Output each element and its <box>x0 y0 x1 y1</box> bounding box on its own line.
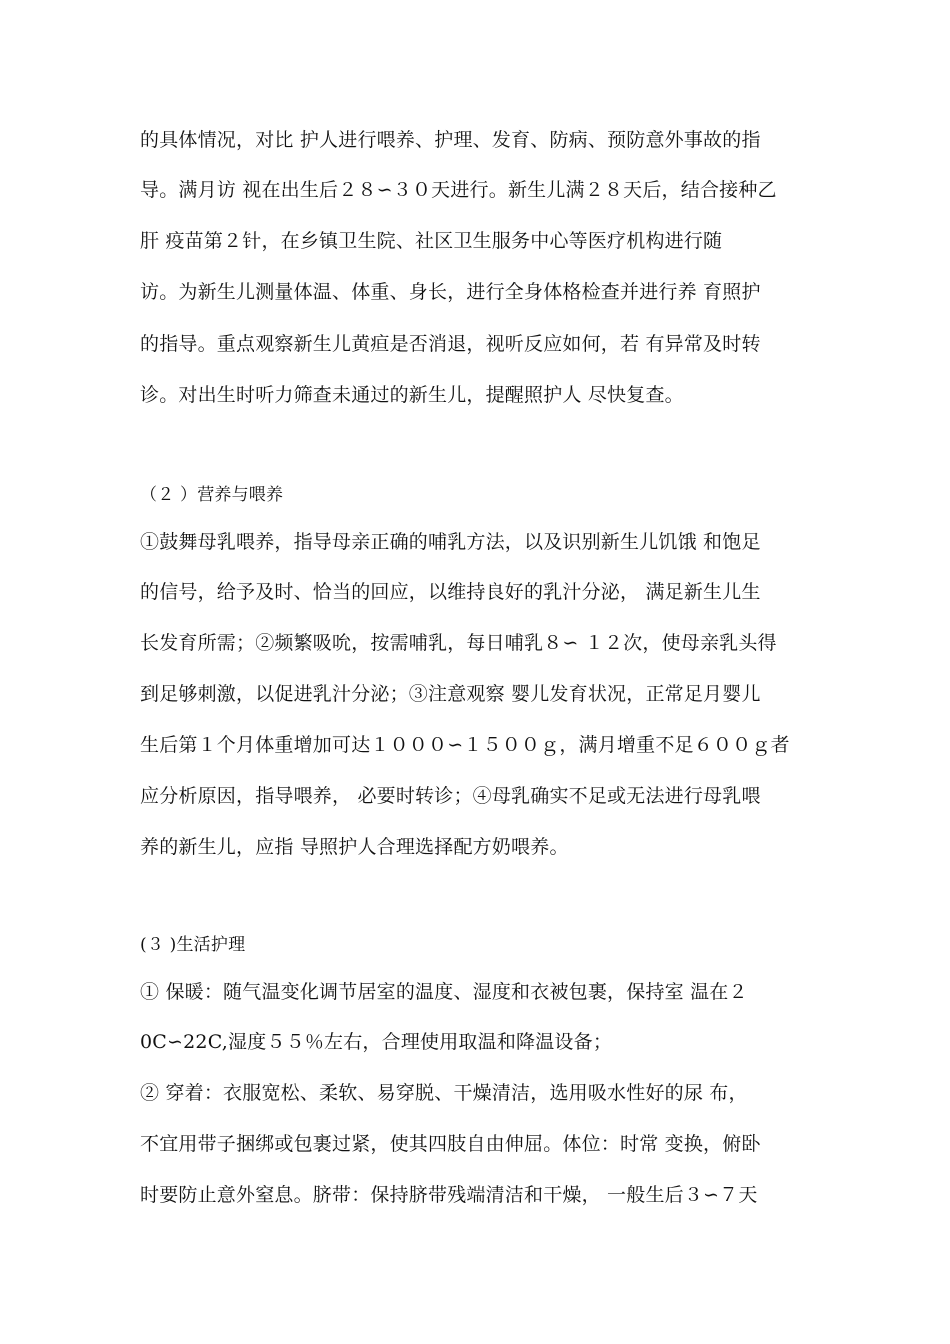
section3-line-4: 不宜用带子捆绑或包裹过紧，使其四肢自由伸屈。体位：时常 变换，俯卧 <box>140 1133 761 1155</box>
section2-line-1: ①鼓舞母乳喂养，指导母亲正确的哺乳方法，以及识别新生儿饥饿 和饱足 <box>140 531 761 553</box>
section2-line-7: 养的新生儿，应指 导照护人合理选择配方奶喂养。 <box>140 836 569 858</box>
paragraph1-line-3: 肝 疫苗第２针，在乡镇卫生院、社区卫生服务中心等医疗机构进行随 <box>140 230 723 252</box>
section2-line-3: 长发育所需；②频繁吸吮，按需哺乳，每日哺乳８∽ １２次，使母亲乳头得 <box>140 632 777 654</box>
paragraph1-line-1: 的具体情况，对比 护人进行喂养、护理、发育、防病、预防意外事故的指 <box>140 129 761 151</box>
paragraph1-line-5: 的指导。重点观察新生儿黄疸是否消退，视听反应如何，若 有异常及时转 <box>140 333 761 355</box>
section2-line-2: 的信号，给予及时、恰当的回应，以维持良好的乳汁分泌， 满足新生儿生 <box>140 581 761 603</box>
section3-heading: (３ )生活护理 <box>140 935 246 955</box>
section2-heading: （２ ）营养与喂养 <box>140 485 284 505</box>
paragraph1-line-4: 访。为新生儿测量体温、体重、身长，进行全身体格检查并进行养 育照护 <box>140 281 761 303</box>
section3-line-1: ① 保暖：随气温变化调节居室的温度、湿度和衣被包裹，保持室 温在２ <box>140 981 748 1003</box>
section2-line-5: 生后第１个月体重增加可达１０００∽１５００ｇ，满月增重不足６００ｇ者 <box>140 734 790 756</box>
section3-line-2: 0C∽22C,湿度５５％左右，合理使用取温和降温设备； <box>140 1031 613 1053</box>
section2-line-4: 到足够刺激，以促进乳汁分泌；③注意观察 婴儿发育状况，正常足月婴儿 <box>140 683 761 705</box>
paragraph1-line-6: 诊。对出生时听力筛查未通过的新生儿，提醒照护人 尽快复查。 <box>140 384 684 406</box>
section2-line-6: 应分析原因，指导喂养， 必要时转诊；④母乳确实不足或无法进行母乳喂 <box>140 785 761 807</box>
section3-line-3: ② 穿着：衣服宽松、柔软、易穿脱、干燥清洁，选用吸水性好的尿 布， <box>140 1082 748 1104</box>
paragraph1-line-2: 导。满月访 视在出生后２８∽３０天进行。新生儿满２８天后，结合接种乙 <box>140 179 777 201</box>
section3-line-5: 时要防止意外窒息。脐带：保持脐带残端清洁和干燥， 一般生后３∽７天 <box>140 1184 758 1206</box>
